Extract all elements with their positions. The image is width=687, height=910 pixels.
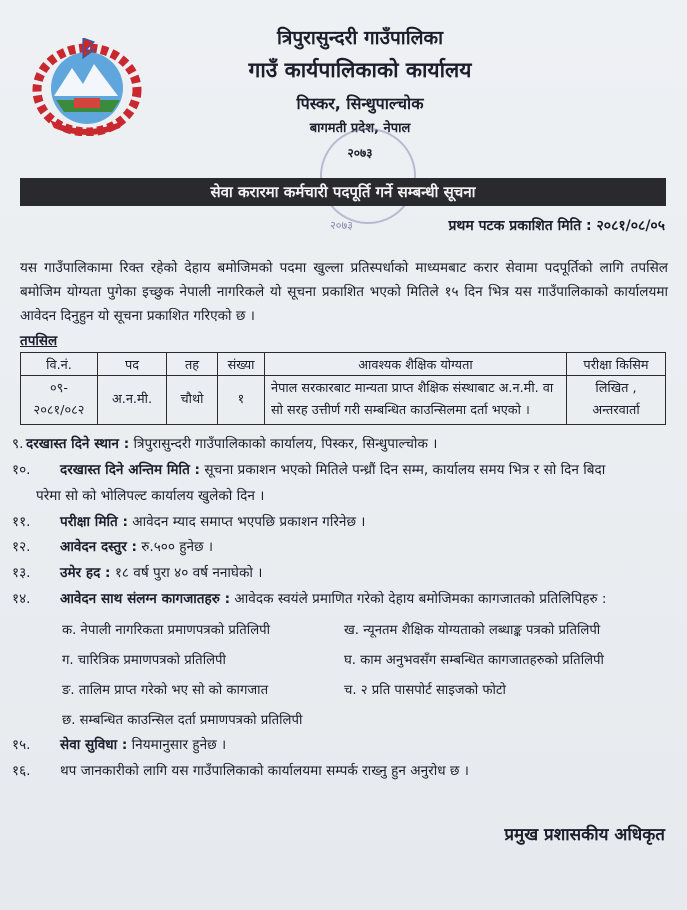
notice-title-banner: सेवा करारमा कर्मचारी पदपूर्ति गर्ने सम्बन्धी सूचना [20, 178, 666, 206]
list-item [12, 535, 672, 559]
item-text: नियमानुसार हुनेछ । [131, 737, 227, 753]
cell-exam-line2: अन्तरवार्ता [592, 403, 640, 418]
item-number: ९. [12, 436, 24, 452]
item-number: १५. [12, 737, 31, 753]
list-item [12, 432, 672, 456]
nepal-emblem-icon [28, 38, 146, 136]
cell-exam-line1: लिखित , [595, 381, 637, 396]
established-year: २०७३ [347, 146, 373, 160]
item-label: आवेदन दस्तुर : [60, 539, 137, 555]
col-exam-header: परीक्षा किसिम [567, 353, 666, 376]
item-text: थप जानकारीको लागि यस गाउँपालिकाको कार्यालयमा सम्पर्क राख्नु हुन अनुरोध छ । [60, 763, 469, 779]
document-item: ग. चारित्रिक प्रमाणपत्रको प्रतिलिपी [62, 653, 226, 668]
item-number: १२. [12, 539, 31, 555]
list-item [12, 759, 672, 783]
cell-sn [21, 376, 98, 425]
cell-sn-line2: २०८१/०८२ [33, 403, 85, 418]
document-item: च. २ प्रति पासपोर्ट साइजको फोटो [344, 683, 506, 698]
list-item [12, 587, 672, 611]
col-post-header: पद [98, 353, 167, 376]
list-item [12, 733, 672, 757]
table-row [21, 376, 666, 425]
document-item: ङ. तालिम प्राप्त गरेको भए सो को कागजात [62, 683, 269, 698]
stamp-year: २०७३ [330, 219, 353, 232]
item-number: १०. [12, 462, 31, 478]
item-number: ११. [12, 514, 31, 530]
office-name: गाउँ कार्यपालिकाको कार्यालय [248, 58, 472, 82]
item-label: आवेदन साथ संलग्न कागजातहरु : [60, 591, 231, 607]
item-text: सूचना प्रकाशन भएको मितिले पन्ध्रौं दिन सम्म, कार्यालय समय भित्र र सो दिन बिदा [204, 462, 606, 478]
item-number: १३. [12, 565, 31, 581]
item-number: १४. [12, 591, 31, 607]
item-label: परीक्षा मिति : [60, 514, 128, 530]
item-label: सेवा सुविधा : [60, 737, 128, 753]
cell-exam [567, 376, 666, 425]
document-item: क. नेपाली नागरिकता प्रमाणपत्रको प्रतिलिपी [62, 623, 271, 638]
cell-post: अ.न.मी. [98, 376, 167, 425]
item-label: दरखास्त दिने अन्तिम मिति : [60, 462, 200, 478]
document-item: छ. सम्बन्धित काउन्सिल दर्ता प्रमाणपत्रको प्रतिलिपी [62, 713, 303, 728]
list-item-continuation: परेमा सो को भोलिपल्ट कार्यालय खुलेको दिन । [36, 488, 265, 504]
col-qualification-header: आवश्यक शैक्षिक योग्यता [265, 353, 567, 376]
cell-level: चौथो [167, 376, 218, 425]
vacancy-table [20, 352, 666, 425]
municipality-name: त्रिपुरासुन्दरी गाउँपालिका [276, 27, 444, 49]
col-count-header: संख्या [218, 353, 265, 376]
intro-paragraph: यस गाउँपालिकामा रिक्त रहेको देहाय बमोजिमको पदमा खुल्ला प्रतिस्पर्धाको माध्यमबाट करार सेवामा पदपूर्तिको लागि तपसिल बमोजिम योग्यता पुगेका इच्छुक नेपाली नागरिकले यो सूचना प्रकाशित भएको मितिले १५ दिन भित्र यस गाउँपालिकाको कार्यालयमा आवेदन दिनुहुन यो सूचना प्रकाशित गरिएको छ । [20, 260, 668, 324]
cell-qualification-line2: सो सरह उत्तीर्ण गरी सम्बन्धित काउन्सिलमा दर्ता भएको । [271, 403, 530, 418]
signatory-title: प्रमुख प्रशासकीय अधिकृत [504, 825, 665, 845]
item-text: आवेदन म्याद समाप्त भएपछि प्रकाशन गरिनेछ । [132, 514, 366, 530]
province-line: बागमती प्रदेश, नेपाल [309, 121, 411, 136]
cell-count: १ [218, 376, 265, 425]
cell-sn-line1: ०९- [50, 381, 68, 396]
list-item [12, 510, 672, 534]
table-header-row [21, 353, 666, 376]
item-label: दरखास्त दिने स्थान : [26, 436, 130, 452]
cell-qualification-line1: नेपाल सरकारबाट मान्यता प्राप्त शैक्षिक संस्थाबाट अ.न.मी. वा [271, 381, 554, 396]
item-text: आवेदक स्वयंले प्रमाणित गरेको देहाय बमोजिमका कागजातको प्रतिलिपिहरु : [234, 591, 607, 607]
office-address: पिस्कर, सिन्धुपाल्चोक [296, 94, 424, 113]
col-level-header: तह [167, 353, 218, 376]
published-date: प्रथम पटक प्रकाशित मिति : २०८१/०८/०५ [448, 218, 665, 234]
item-label: उमेर हद : [60, 565, 111, 581]
list-item [12, 458, 672, 482]
col-sn-header: वि.नं. [21, 353, 98, 376]
document-item: ख. न्यूनतम शैक्षिक योग्यताको लब्धाङ्क पत्रको प्रतिलिपी [344, 623, 601, 638]
item-text: रु.५०० हुनेछ । [141, 539, 214, 555]
list-item [12, 561, 672, 585]
item-text: त्रिपुरासुन्दरी गाउँपालिकाको कार्यालय, पिस्कर, सिन्धुपाल्चोक । [133, 436, 438, 452]
cell-qualification [265, 376, 567, 425]
schedule-heading: तपसिल [20, 333, 58, 349]
item-text: १८ वर्ष पुरा ४० वर्ष ननाघेको । [114, 565, 263, 581]
item-number: १६. [12, 763, 31, 779]
document-item: घ. काम अनुभवसँग सम्बन्धित कागजातहरुको प्रतिलिपी [344, 653, 604, 668]
